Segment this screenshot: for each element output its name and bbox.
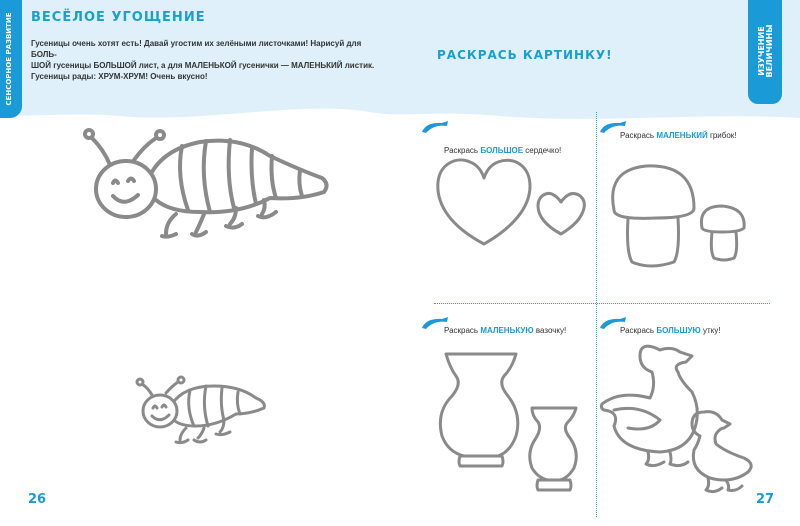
task-text-after: вазочку!: [533, 326, 567, 335]
task-text-before: Раскрась: [620, 131, 657, 140]
task-text-highlight: БОЛЬШУЮ: [656, 326, 701, 335]
right-page-title: РАСКРАСЬ КАРТИНКУ!: [437, 48, 613, 62]
task-text-after: утку!: [700, 326, 721, 335]
intro-line: Гусеницы очень хотят есть! Давай угостим их зелёными листочками! Нарисуй для БОЛЬ-: [31, 39, 362, 59]
left-side-label: СЕНСОРНОЕ РАЗВИТИЕ: [5, 12, 13, 106]
task-text-after: грибок!: [707, 131, 737, 140]
task-text-highlight: БОЛЬШОЕ: [480, 146, 524, 155]
intro-line: ШОЙ гусеницы БОЛЬШОЙ лист, а для МАЛЕНЬКОЙ гусенички — МАЛЕНЬКИЙ листик.: [31, 61, 375, 70]
task-text-highlight: МАЛЕНЬКИЙ: [656, 131, 708, 140]
task-text-before: Раскрась: [444, 146, 481, 155]
task-text-highlight: МАЛЕНЬКУЮ: [480, 326, 534, 335]
left-page-number: 26: [28, 492, 47, 507]
left-page-title: ВЕСЁЛОЕ УГОЩЕНИЕ: [31, 10, 206, 25]
right-page-number: 27: [756, 492, 775, 507]
intro-line: Гусеницы рады: ХРУМ-ХРУМ! Очень вкусно!: [31, 72, 208, 81]
task-text-before: Раскрась: [620, 326, 657, 335]
right-side-label: ИЗУЧЕНИЕ ВЕЛИЧИНЫ: [757, 24, 774, 78]
task-text-before: Раскрась: [444, 326, 481, 335]
task-text-after: сердечко!: [523, 146, 562, 155]
